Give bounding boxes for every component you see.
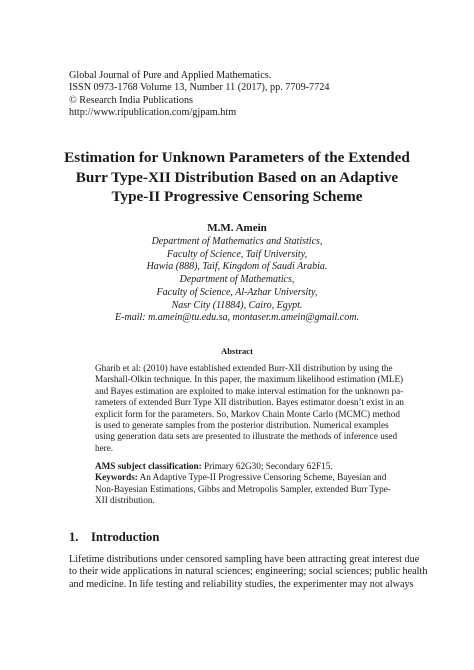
journal-name: Global Journal of Pure and Applied Mathematics. — [69, 70, 272, 81]
section-heading — [69, 530, 159, 545]
affiliation-line: Department of Mathematics, — [179, 274, 295, 286]
abstract-heading: Abstract — [221, 346, 253, 356]
ams-classification — [95, 461, 385, 472]
journal-info — [69, 70, 329, 119]
abstract-line: using generation data sets are presented to illustrate the methods of inference used — [95, 431, 398, 442]
intro-line: and medicine. In life testing and reliability studies, the experimenter may not always — [69, 578, 414, 590]
affiliation-line: Nasr City (11884), Cairo, Egypt. — [171, 299, 303, 311]
journal-issn: ISSN 0973-1768 Volume 13, Number 11 (2017), pp. 7709-7724 — [69, 82, 330, 94]
intro-line: Lifetime distributions under censored sampling have been attracting great interest due — [69, 554, 420, 565]
keywords-value: An Adaptive Type-II Progressive Censoring Scheme, Bayesian and — [137, 472, 387, 483]
intro-line: to their wide applications in natural sciences; engineering; social sciences; public health — [69, 566, 428, 578]
affiliation-line: Faculty of Science, Taif University, — [166, 248, 308, 260]
journal-publisher: © Research India Publications — [69, 94, 194, 106]
ams-value: Primary 62G30; Secondary 62F15. — [201, 461, 333, 471]
title-line-2: Burr Type-XII Distribution Based on an Adaptive — [75, 168, 399, 186]
abstract-line: rameters of extended Burr Type XII distribution. Bayes estimator doesn’t exist in an — [95, 397, 405, 408]
abstract-line: and Bayes estimation are exploited to make interval estimation for the unknown pa- — [95, 385, 404, 396]
title-line-1: Estimation for Unknown Parameters of the Extended — [64, 149, 410, 166]
title-line-3: Type-II Progressive Censoring Scheme — [111, 188, 363, 206]
abstract-body — [95, 363, 405, 454]
affiliation-line: Department of Mathematics and Statistics, — [151, 236, 323, 247]
abstract-line: Marshall-Olkin technique. In this paper, the maximum likelihood estimation (MLE) — [95, 374, 404, 385]
keywords-label: Keywords: — [95, 472, 138, 483]
affiliation-line: Faculty of Science, Al-Azhar University, — [156, 286, 318, 298]
abstract-line: Gharib et al: (2010) have established extended Burr-XII distribution by using the — [95, 363, 393, 373]
author-name: M.M. Amein — [207, 222, 267, 234]
classification-block — [95, 461, 391, 507]
journal-url: http://www.ripublication.com/gjpam.htm — [69, 106, 237, 118]
author-affiliations — [0, 236, 474, 325]
paper-title — [40, 148, 434, 207]
keywords-line: XII distribution. — [95, 495, 155, 506]
abstract-line: here. — [95, 442, 114, 453]
ams-label: AMS subject classification: — [95, 461, 202, 471]
abstract-line: explicit form for the parameters. So, Markov Chain Monte Carlo (MCMC) method — [95, 408, 400, 419]
section-number: 1. — [69, 530, 79, 544]
author-email: E-mail: m.amein@tu.edu.sa, montaser.m.amein@gmail.com. — [115, 312, 359, 324]
keywords-line — [95, 472, 385, 483]
affiliation-line: Hawia (888), Taif, Kingdom of Saudi Arabia. — [146, 261, 328, 273]
abstract-line: is used to generate samples from the posterior distribution. Numerical examples — [95, 420, 389, 431]
section-title: Introduction — [91, 530, 160, 544]
intro-paragraph — [69, 554, 428, 591]
keywords-line: Non-Bayesian Estimations, Gibbs and Metropolis Sampler, extended Burr Type- — [95, 483, 391, 494]
